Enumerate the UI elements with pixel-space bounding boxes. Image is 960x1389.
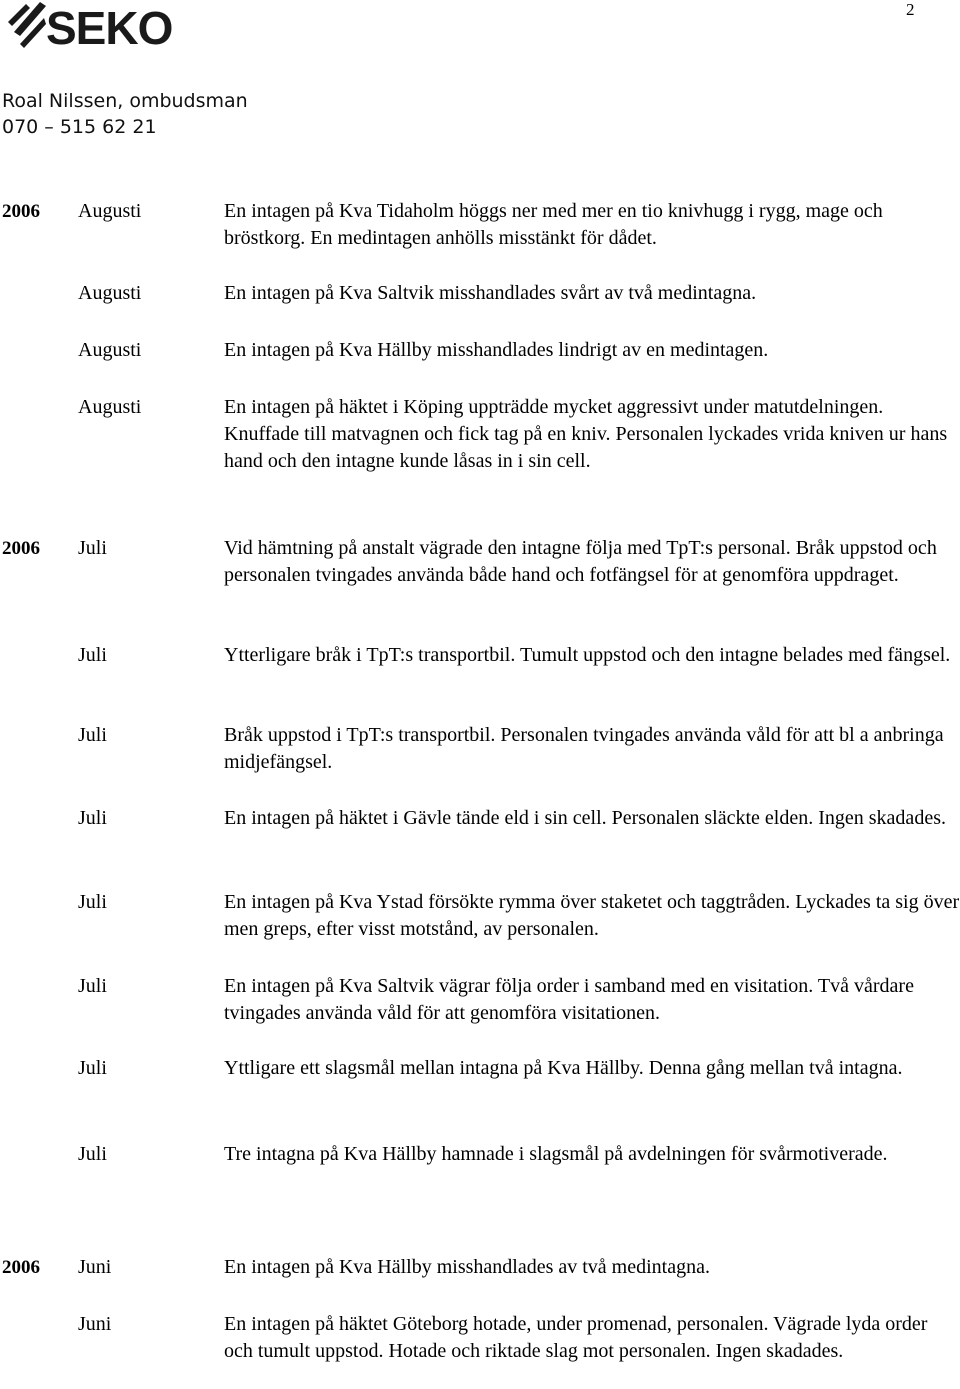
entry-month: Juli [78, 891, 107, 913]
entry-month: Juli [78, 975, 107, 997]
entry-text: En intagen på Kva Ystad försökte rymma över staketet och taggtråden. Lyckades ta sig över men greps, efter visst motstånd, av personalen. [224, 891, 960, 940]
entry-text: En intagen på Kva Tidaholm höggs ner med mer en tio knivhugg i rygg, mage och bröstkorg. En medintagen anhölls misstänkt för dådet. [224, 200, 883, 249]
entry-month: Juli [78, 1143, 107, 1165]
entry-text: En intagen på häktet i Gävle tände eld i sin cell. Personalen släckte elden. Ingen skadades. [224, 807, 946, 829]
entry-text: En intagen på Kva Saltvik vägrar följa order i samband med en visitation. Två vårdare tvingades använda våld för att genomföra visitationen. [224, 975, 914, 1024]
entry-text: En intagen på Kva Hällby misshandlades av två medintagna. [224, 1256, 710, 1278]
entry-text: En intagen på häktet i Köping uppträdde mycket aggressivt under matutdelningen. Knuffade till matvagnen och fick tag på en kniv. Personalen lyckades vrida kniven ur hans hand och den intagne kunde låsas in i sin cell. [224, 396, 948, 472]
contact-name: Roal Nilssen, ombudsman [2, 90, 248, 112]
entry-month: Juli [78, 724, 107, 746]
entry-month: Augusti [78, 282, 142, 304]
entry-text: Tre intagna på Kva Hällby hamnade i slagsmål på avdelningen för svårmotiverade. [224, 1143, 888, 1165]
contact-phone: 070 – 515 62 21 [2, 116, 157, 138]
entry-month: Juli [78, 807, 107, 829]
page-number: 2 [906, 0, 915, 19]
contact-block [2, 88, 248, 140]
entry-text: Ytterligare bråk i TpT:s transportbil. Tumult uppstod och den intagne belades med fängsel. [224, 644, 951, 666]
logo-text: SEKO [46, 2, 173, 54]
entry-text: En intagen på Kva Saltvik misshandlades svårt av två medintagna. [224, 282, 757, 304]
seko-logo [4, 0, 173, 54]
entry-month: Juni [78, 1313, 112, 1335]
entry-text: En intagen på Kva Hällby misshandlades lindrigt av en medintagen. [224, 339, 769, 361]
entry-month: Juli [78, 1057, 107, 1079]
entry-month: Juni [78, 1256, 112, 1278]
entry-text: Bråk uppstod i TpT:s transportbil. Personalen tvingades använda våld för att bl a anbringa midjefängsel. [224, 724, 944, 773]
entry-month: Augusti [78, 339, 142, 361]
seko-logo-mark-icon [4, 0, 48, 52]
entry-year: 2006 [2, 201, 40, 222]
entry-month: Juli [78, 644, 107, 666]
entry-month: Juli [78, 537, 107, 559]
entry-month: Augusti [78, 200, 142, 222]
entry-text: Vid hämtning på anstalt vägrade den intagne följa med TpT:s personal. Bråk uppstod och personalen tvingades använda både hand och fotfängsel för at genomföra uppdraget. [224, 537, 937, 586]
entry-month: Augusti [78, 396, 142, 418]
entry-year: 2006 [2, 1257, 40, 1278]
entry-text: Yttligare ett slagsmål mellan intagna på Kva Hällby. Denna gång mellan två intagna. [224, 1057, 903, 1079]
entry-year: 2006 [2, 538, 40, 559]
entry-text: En intagen på häktet Göteborg hotade, under promenad, personalen. Vägrade lyda order och tumult uppstod. Hotade och riktade slag mot personalen. Ingen skadades. [224, 1313, 928, 1362]
